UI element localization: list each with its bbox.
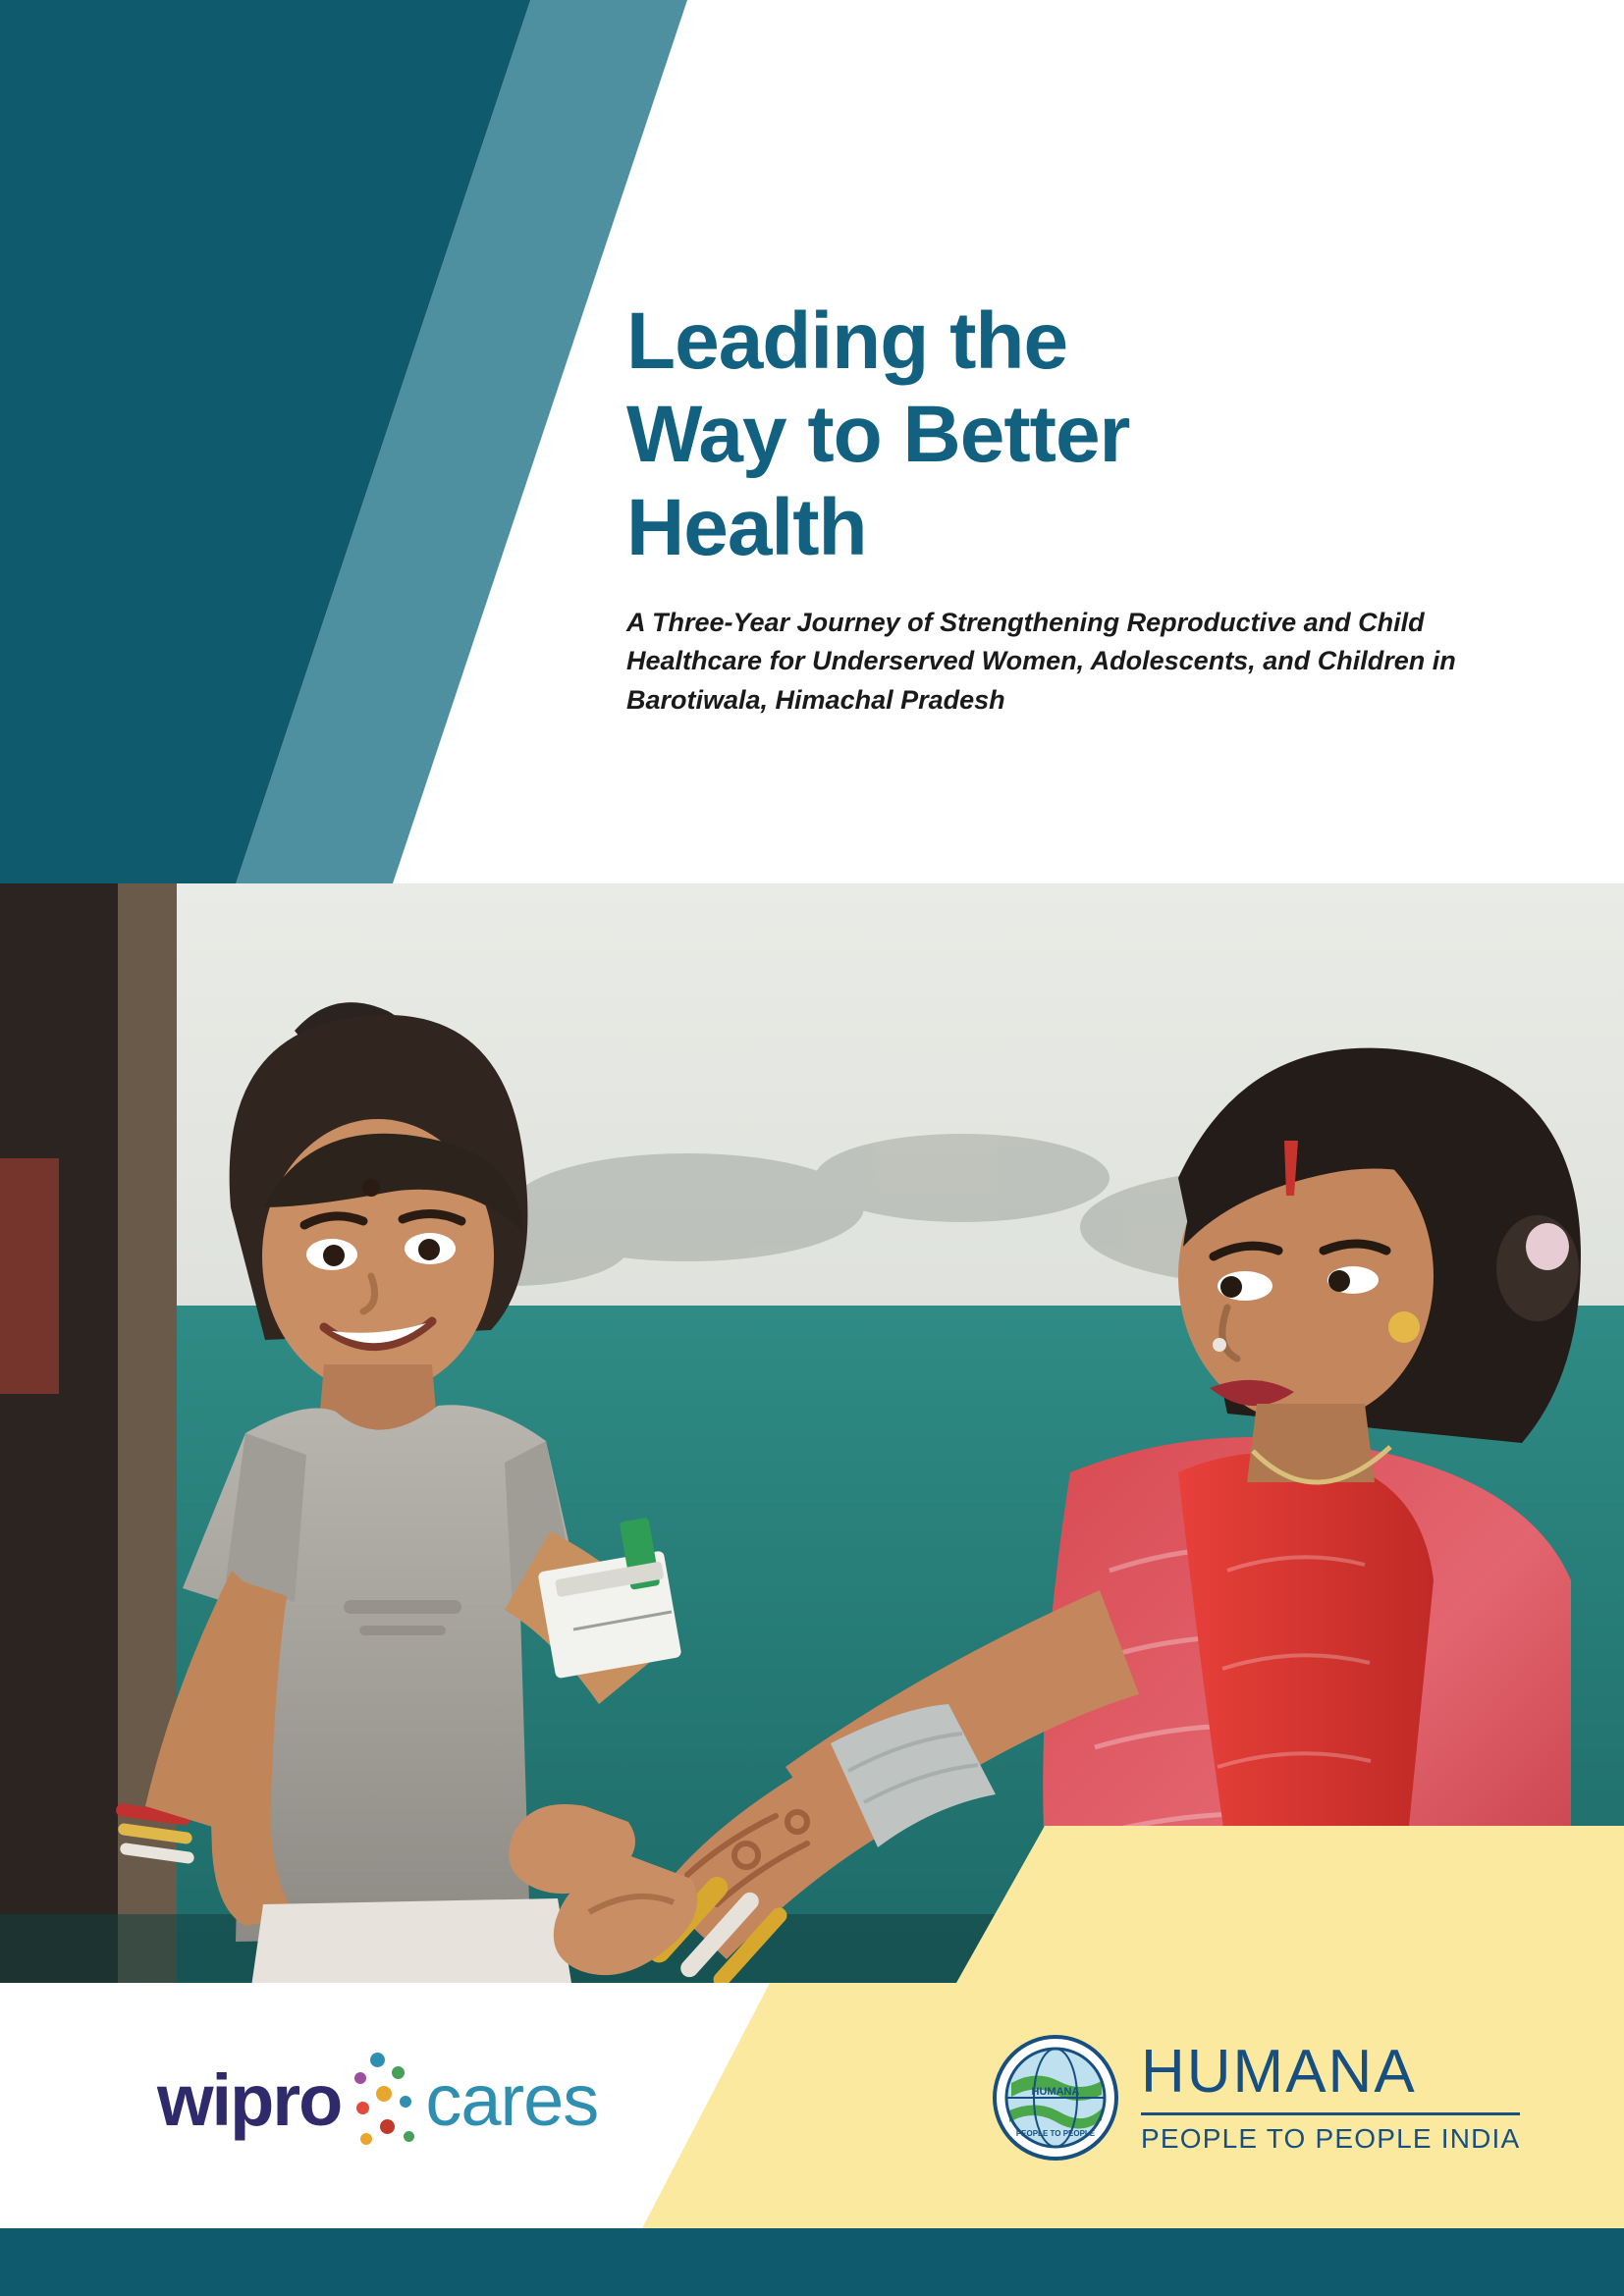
- wipro-cares-logo: [157, 2042, 598, 2160]
- page-title-line-3: Health: [626, 483, 867, 573]
- page-subtitle: A Three-Year Journey of Strengthening Reproductive and Child Healthcare for Underserved Women, Adolescents, and Children in Barotiwala, Himachal Pradesh: [626, 608, 1456, 715]
- humana-tagline: PEOPLE TO PEOPLE INDIA: [1141, 2112, 1520, 2155]
- cover-photo: [0, 883, 1624, 1983]
- wipro-wordmark: wipro: [157, 2059, 342, 2141]
- footer-teal-bar: [0, 2228, 1624, 2296]
- page-title-line-1: Leading the: [626, 296, 1068, 386]
- humana-name: HUMANA: [1141, 2037, 1417, 2106]
- footer-logos: [0, 1983, 1624, 2228]
- svg-text:HUMANA: HUMANA: [1031, 2086, 1080, 2098]
- wipro-dots-icon: [347, 2047, 419, 2155]
- humana-logo-text: [1141, 2037, 1521, 2155]
- title-block: [626, 294, 1540, 720]
- humana-globe-icon: [992, 2034, 1119, 2162]
- page-title: [626, 294, 1540, 574]
- page-title-line-2: Way to Better: [626, 390, 1130, 480]
- cares-wordmark: cares: [425, 2059, 599, 2141]
- svg-text:PEOPLE TO PEOPLE: PEOPLE TO PEOPLE: [1015, 2129, 1096, 2138]
- cover-photo-illustration: [0, 883, 1624, 1983]
- humana-logo: [992, 2034, 1520, 2162]
- cover-header: [0, 0, 1624, 883]
